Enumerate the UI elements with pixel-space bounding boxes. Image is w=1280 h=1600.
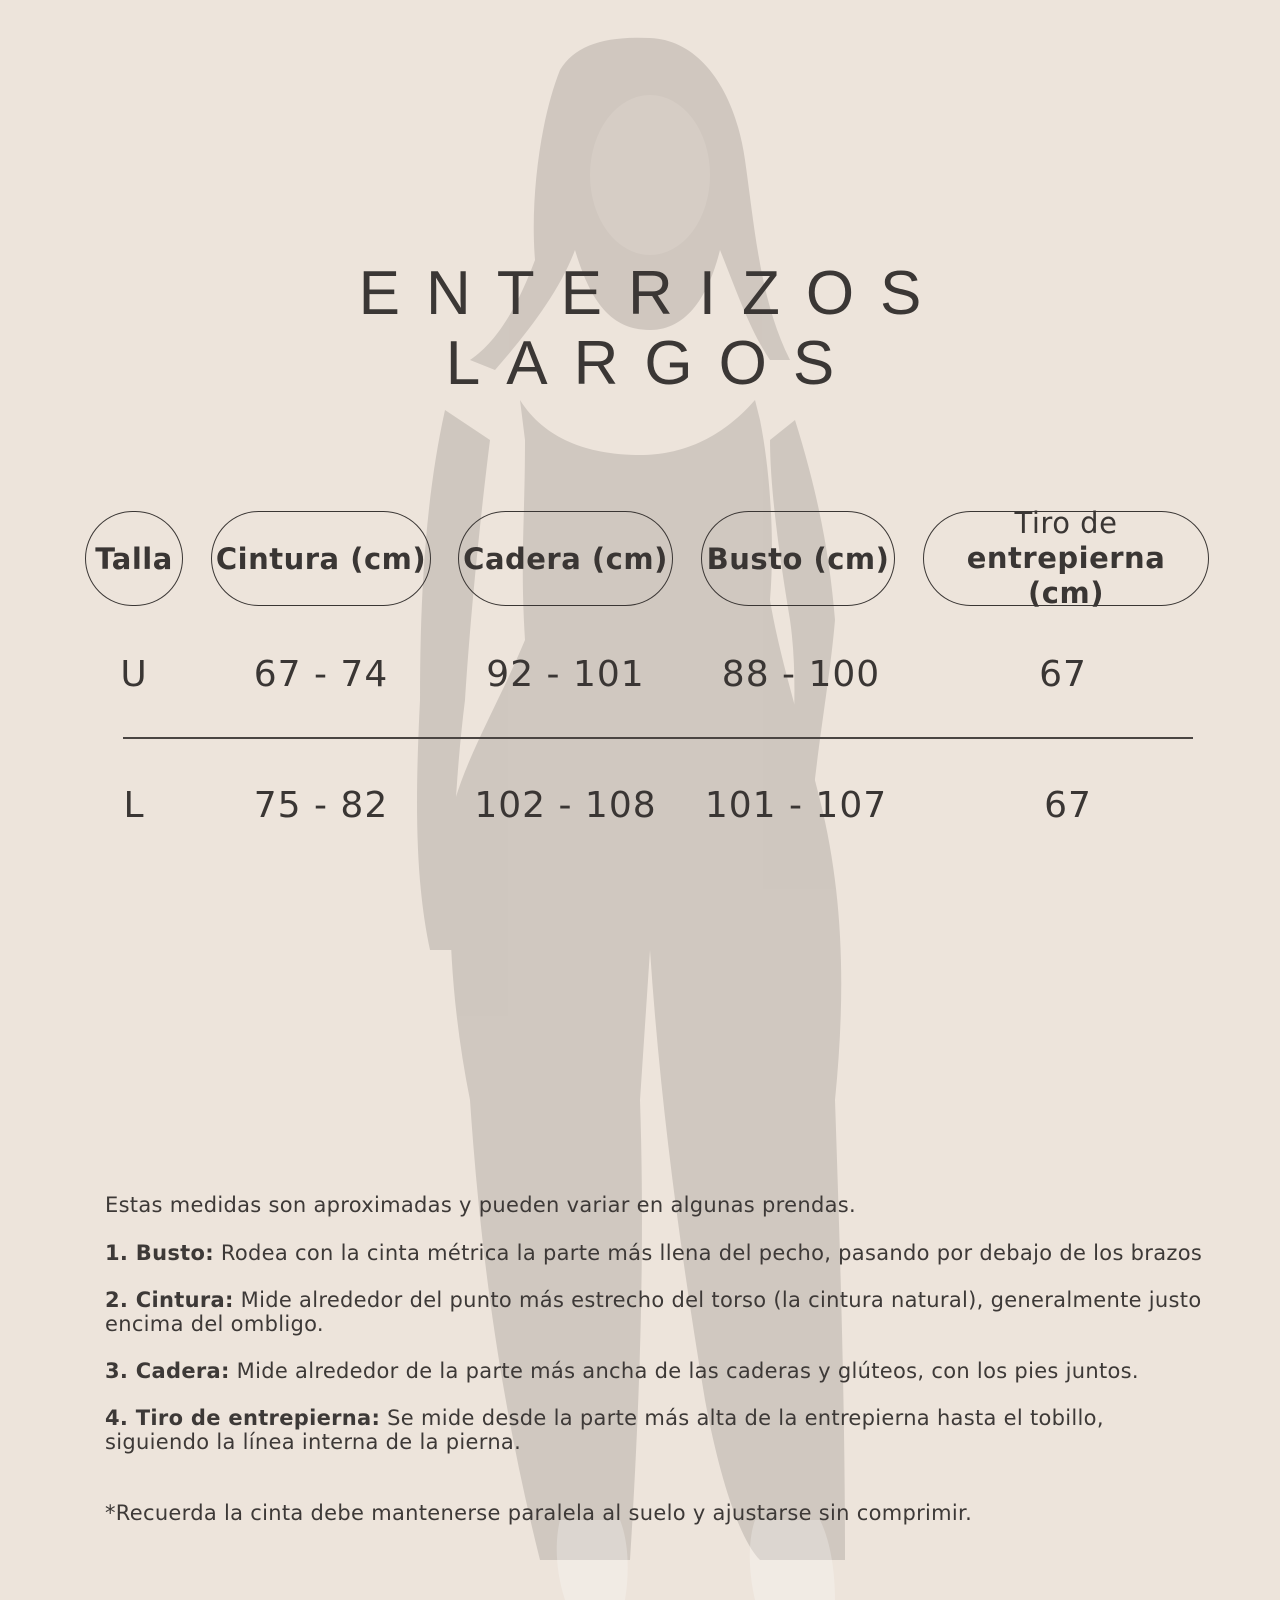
row-divider: [123, 737, 1193, 739]
note-busto-text: Rodea con la cinta métrica la parte más llena del pecho, pasando por debajo de los brazos: [213, 1241, 1203, 1265]
notes-footer: *Recuerda la cinta debe mantenerse paralela al suelo y ajustarse sin comprimir.: [105, 1501, 973, 1525]
header-cadera: Cadera (cm): [458, 511, 673, 606]
note-busto-label: 1. Busto:: [105, 1241, 214, 1265]
notes-intro: Estas medidas son aproximadas y pueden variar en algunas prendas.: [105, 1193, 856, 1217]
row-l-cadera: 102 - 108: [474, 785, 657, 826]
note-tiro-label: 4. Tiro de entrepierna:: [105, 1406, 381, 1430]
row-l-talla: L: [123, 785, 145, 826]
header-tiro-line-2: entrepierna (cm): [966, 541, 1166, 610]
header-tiro-line-1: Tiro de: [1014, 506, 1118, 540]
row-u-cadera: 92 - 101: [486, 654, 645, 695]
row-u-tiro: 67: [1039, 654, 1087, 695]
page-title-line-2: LARGOS: [445, 329, 861, 398]
row-l-cintura: 75 - 82: [253, 785, 389, 826]
note-busto: [105, 1241, 1215, 1265]
row-u-cintura: 67 - 74: [253, 654, 389, 695]
note-tiro-text: Se mide desde la parte más alta de la entrepierna hasta el tobillo, siguiendo la línea interna de la pierna.: [105, 1406, 1104, 1454]
header-busto: Busto (cm): [701, 511, 895, 606]
row-u-busto: 88 - 100: [721, 654, 881, 695]
header-talla: Talla: [85, 511, 183, 606]
row-l-tiro: 67: [1044, 785, 1092, 826]
note-tiro: [105, 1406, 1215, 1454]
row-l-busto: 101 - 107: [704, 785, 888, 826]
header-tiro: [923, 506, 1209, 610]
header-cintura: Cintura (cm): [211, 511, 431, 606]
note-cadera-text: Mide alrededor de la parte más ancha de las caderas y glúteos, con los pies juntos.: [229, 1359, 1139, 1383]
note-cintura: [105, 1288, 1215, 1336]
note-cadera: [105, 1359, 1215, 1383]
note-cintura-label: 2. Cintura:: [105, 1288, 234, 1312]
page-title-line-1: ENTERIZOS: [358, 259, 948, 328]
row-u-talla: U: [120, 654, 148, 695]
note-cintura-text: Mide alrededor del punto más estrecho del torso (la cintura natural), generalmente justo encima del ombligo.: [105, 1288, 1202, 1336]
note-cadera-label: 3. Cadera:: [105, 1359, 230, 1383]
